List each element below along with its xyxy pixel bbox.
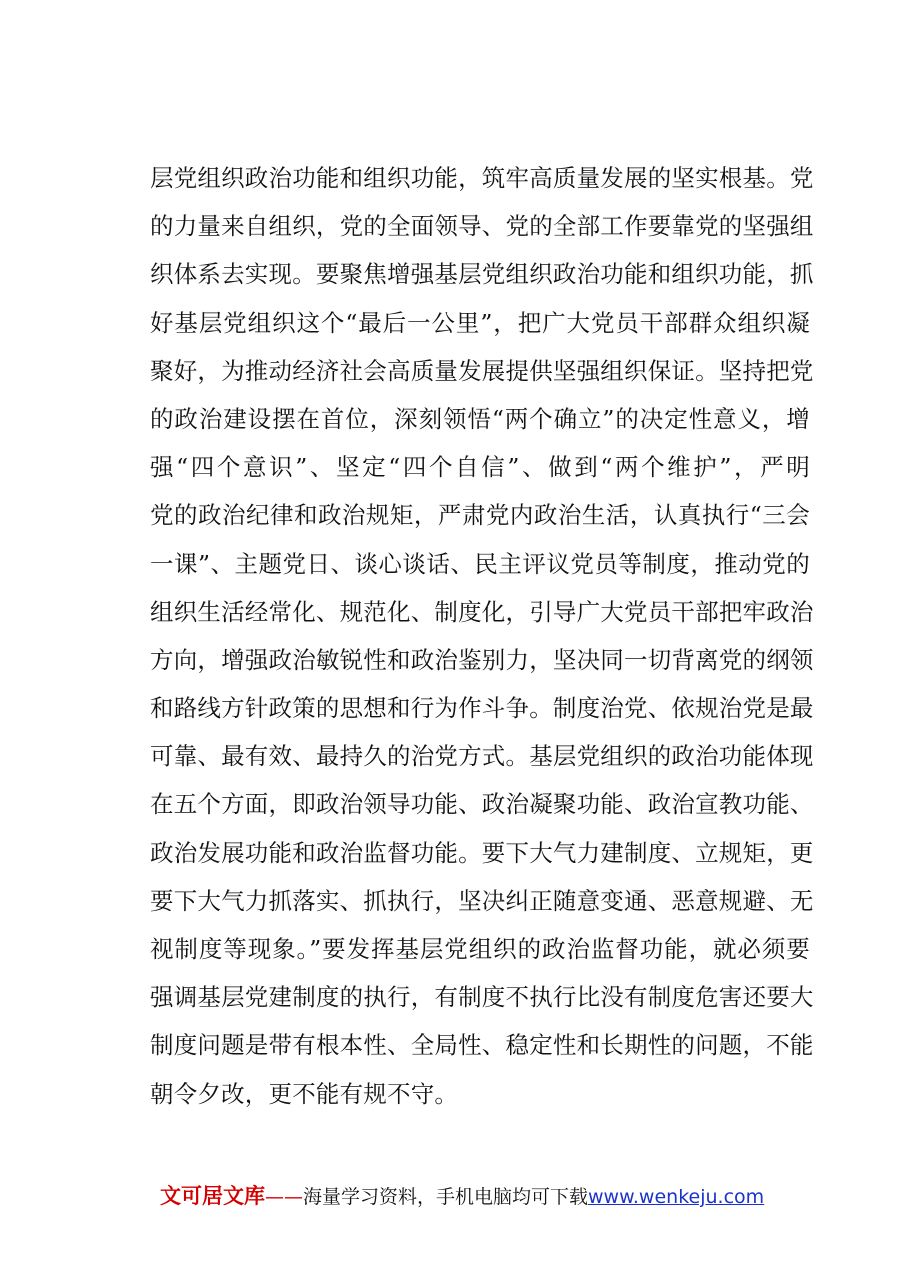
text-line: 政治发展功能和政治监督功能。要下大气力建制度、立规矩，更: [150, 838, 814, 867]
text-line: 和路线方针政策的思想和行为作斗争。制度治党、依规治党是最: [150, 694, 814, 723]
text-line: 织体系去实现。要聚焦增强基层党组织政治功能和组织功能，抓: [150, 260, 814, 289]
footer-brand: 文可居文库: [160, 1184, 265, 1208]
text-line: 聚好，为推动经济社会高质量发展提供坚强组织保证。坚持把党: [150, 356, 814, 385]
text-line: 组织生活经常化、规范化、制度化，引导广大党员干部把牢政治: [150, 597, 814, 626]
footer-tagline: 海量学习资料，手机电脑均可下载: [303, 1186, 589, 1208]
page-footer: [160, 1180, 860, 1212]
text-line: 制度问题是带有根本性、全局性、稳定性和长期性的问题，不能: [150, 1031, 814, 1060]
text-line: 在五个方面，即政治领导功能、政治凝聚功能、政治宣教功能、: [150, 790, 814, 819]
text-line: 强“四个意识”、坚定“四个自信”、做到“两个维护”，严明: [150, 453, 810, 482]
text-line: 要下大气力抓落实、抓执行，坚决纠正随意变通、恶意规避、无: [150, 886, 814, 915]
text-line: 视制度等现象。”要发挥基层党组织的政治监督功能，就必须要: [150, 935, 810, 963]
text-line: 一课”、主题党日、谈心谈话、民主评议党员等制度，推动党的: [150, 549, 810, 578]
text-line: 可靠、最有效、最持久的治党方式。基层党组织的政治功能体现: [150, 742, 814, 771]
footer-dash: ——: [265, 1186, 303, 1208]
text-line: 的力量来自组织，党的全面领导、党的全部工作要靠党的坚强组: [150, 212, 814, 241]
text-line: 层党组织政治功能和组织功能，筑牢高质量发展的坚实根基。党: [150, 164, 814, 192]
text-line: 强调基层党建制度的执行，有制度不执行比没有制度危害还要大: [150, 983, 814, 1012]
body-paragraph: [150, 154, 814, 1118]
text-line: 方向，增强政治敏锐性和政治鉴别力，坚决同一切背离党的纲领: [150, 645, 814, 674]
text-line: 党的政治纪律和政治规矩，严肃党内政治生活，认真执行“三会: [150, 501, 810, 530]
footer-website-link[interactable]: www.wenkeju.com: [588, 1186, 765, 1208]
text-line: 好基层党组织这个“最后一公里”，把广大党员干部群众组织凝: [150, 308, 810, 337]
text-line: 的政治建设摆在首位，深刻领悟“两个确立”的决定性意义，增: [150, 404, 810, 433]
text-line: 朝令夕改，更不能有规不守。: [150, 1079, 459, 1108]
